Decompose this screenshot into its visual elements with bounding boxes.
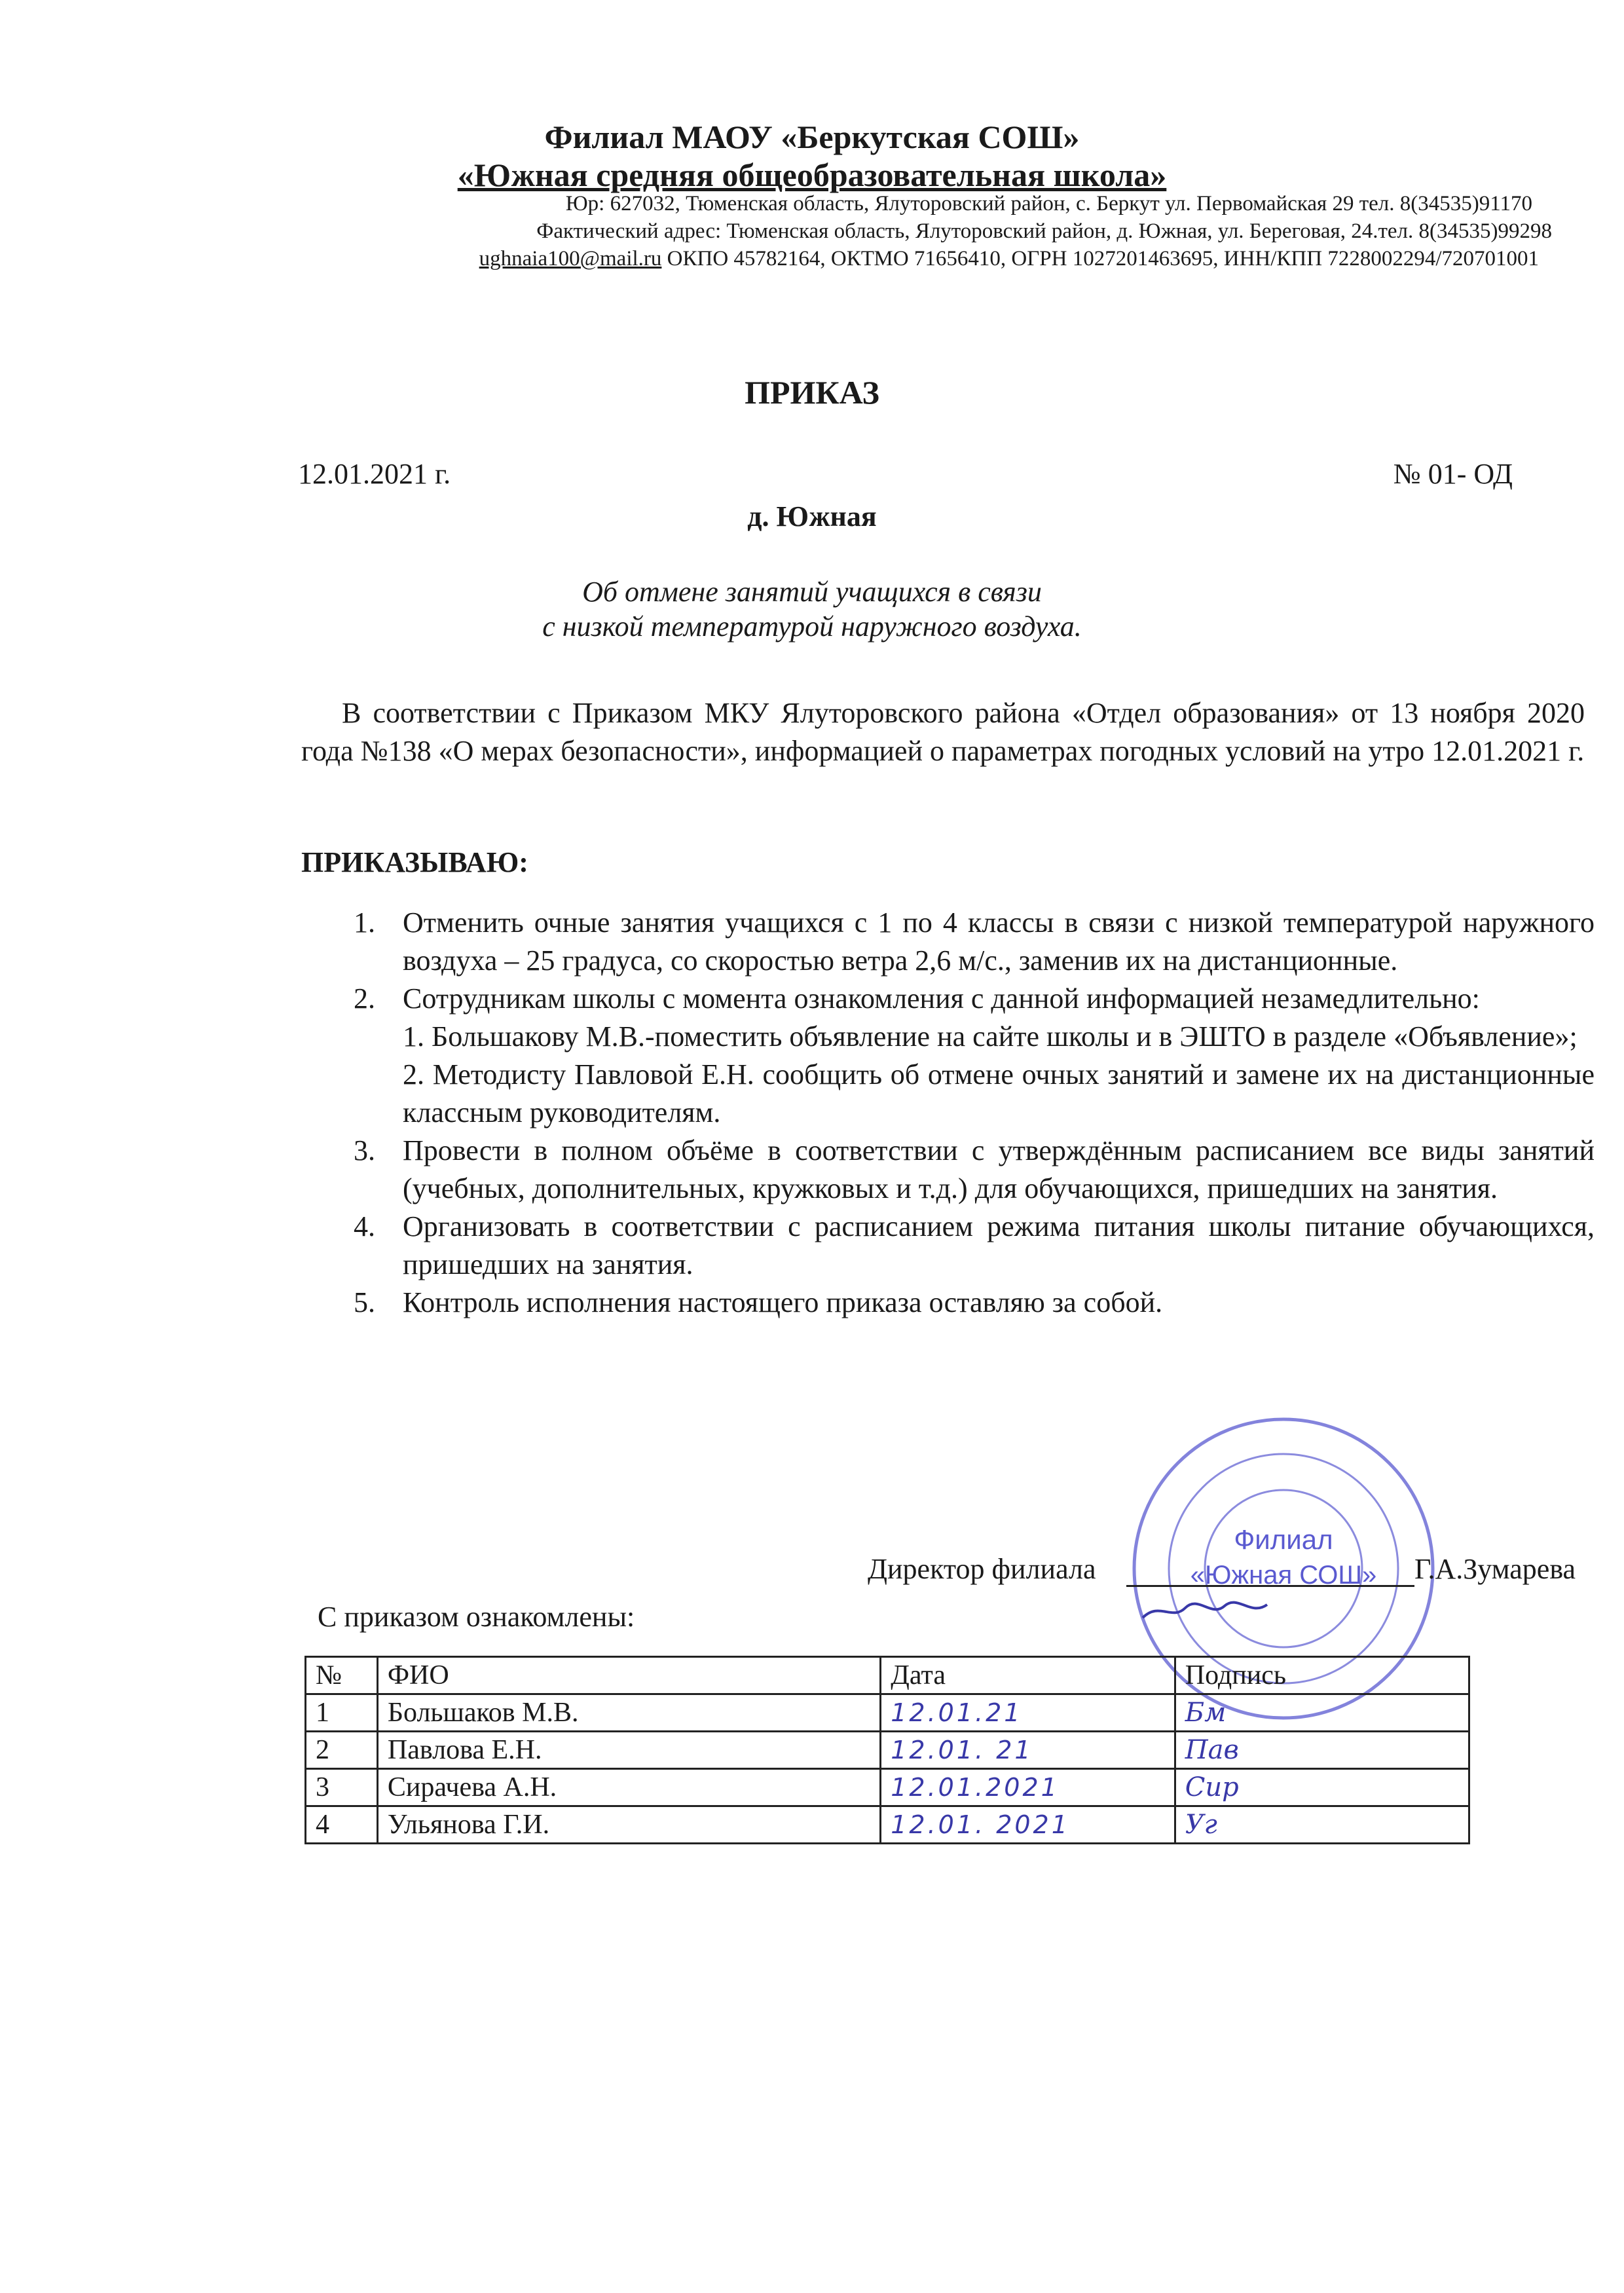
signer-name: Г.А.Зумарева — [1414, 1553, 1576, 1585]
contacts-line — [0, 245, 1539, 272]
signature-line — [1126, 1585, 1414, 1587]
org-name: Филиал МАОУ «Беркутская СОШ» — [544, 119, 1080, 155]
order-item: 3. Провести в полном объёме в соответствии с утверждённым расписанием все виды занятий (учебных, дополнительных, кружковых и т.д.) для обучающихся, пришедших на занятия. — [354, 1134, 1595, 1204]
acknowledgment-title: С приказом ознакомлены: — [318, 1601, 635, 1633]
order-item: 4. Организовать в соответствии с расписанием режима питания школы питание обучающихся, пришедших на занятия. — [354, 1210, 1595, 1280]
actual-address: Фактический адрес: Тюменская область, Ялуторовский район, д. Южная, ул. Береговая, 24.тел. 8(34535)99298 — [536, 219, 1552, 243]
signer-position: Директор филиала — [868, 1553, 1096, 1585]
handwritten-signature: Пав — [1175, 1732, 1469, 1769]
table-row: 2 Павлова Е.Н. 12.01. 21 Пав — [306, 1732, 1469, 1769]
legal-address: Юр: 627032, Тюменская область, Ялуторовский район, с. Беркут ул. Первомайская 29 тел. 8(34535)91170 — [565, 192, 1532, 215]
order-number: № 01- ОД — [1393, 458, 1513, 490]
email-link[interactable]: ughnaia100@mail.ru — [479, 247, 662, 270]
column-header: № — [306, 1657, 378, 1694]
order-subitem: 1. Большакову М.В.-поместить объявление на сайте школы и в ЭШТО в разделе «Объявление»; — [403, 1020, 1578, 1053]
column-header: ФИО — [377, 1657, 880, 1694]
handwritten-signature: Уг — [1175, 1806, 1469, 1844]
handwritten-date: 12.01. 21 — [881, 1732, 1175, 1769]
handwritten-date: 12.01. 2021 — [881, 1806, 1175, 1844]
table-row: 1 Большаков М.В. 12.01.21 Бм — [306, 1694, 1469, 1732]
preamble: В соответствии с Приказом МКУ Ялуторовского района «Отдел образования» от 13 ноября 2020 года №138 «О мерах безопасности», информацией о параметрах погодных условий на утро 12.01.2021 г. — [301, 697, 1585, 767]
handwritten-signature: Сир — [1175, 1769, 1469, 1806]
order-place: д. Южная — [747, 500, 877, 532]
handwritten-date: 12.01.2021 — [881, 1769, 1175, 1806]
table-header-row — [306, 1657, 1469, 1694]
acknowledgment-table — [304, 1656, 1470, 1844]
stamp-text-1: Филиал — [1234, 1524, 1333, 1555]
order-subject-1: Об отмене занятий учащихся в связи — [582, 576, 1042, 608]
order-item: 5. Контроль исполнения настоящего приказа оставляю за собой. — [354, 1286, 1163, 1318]
codes: ОКПО 45782164, ОКТМО 71656410, ОГРН 1027201463695, ИНН/КПП 7228002294/720701001 — [661, 247, 1539, 270]
document-title: ПРИКАЗ — [745, 374, 879, 411]
order-item: 2. Сотрудникам школы с момента ознакомления с данной информацией незамедлительно: 1. Большакову М.В.-поместить объявление на сайте школы и в ЭШТО в разделе «Объявление»; 2. Методисту Павловой Е.Н. сообщить об отмене очных занятий и замене их на дистанционные классным руководителям. — [301, 980, 1595, 1132]
handwritten-date: 12.01.21 — [881, 1694, 1175, 1732]
column-header: Дата — [881, 1657, 1175, 1694]
order-subject-2: с низкой температурой наружного воздуха. — [542, 610, 1082, 643]
table-row: 3 Сирачева А.Н. 12.01.2021 Сир — [306, 1769, 1469, 1806]
order-date: 12.01.2021 г. — [298, 458, 451, 490]
order-subitem: 2. Методисту Павловой Е.Н. сообщить об отмене очных занятий и замене их на дистанционные классным руководителям. — [403, 1058, 1595, 1128]
order-word: ПРИКАЗЫВАЮ: — [301, 846, 528, 878]
column-header: Подпись — [1175, 1657, 1469, 1694]
stamp-text-2: «Южная СОШ» — [1190, 1561, 1377, 1590]
school-name: «Южная средняя общеобразовательная школа» — [457, 157, 1167, 193]
table-row: 4 Ульянова Г.И. 12.01. 2021 Уг — [306, 1806, 1469, 1844]
order-items — [301, 904, 1595, 1322]
order-item: 1. Отменить очные занятия учащихся с 1 по 4 классы в связи с низкой температурой наружного воздуха – 25 градуса, со скоростью ветра 2,6 м/с., заменив их на дистанционные. — [354, 906, 1595, 977]
director-signature-icon — [1139, 1598, 1270, 1624]
handwritten-signature: Бм — [1175, 1694, 1469, 1732]
